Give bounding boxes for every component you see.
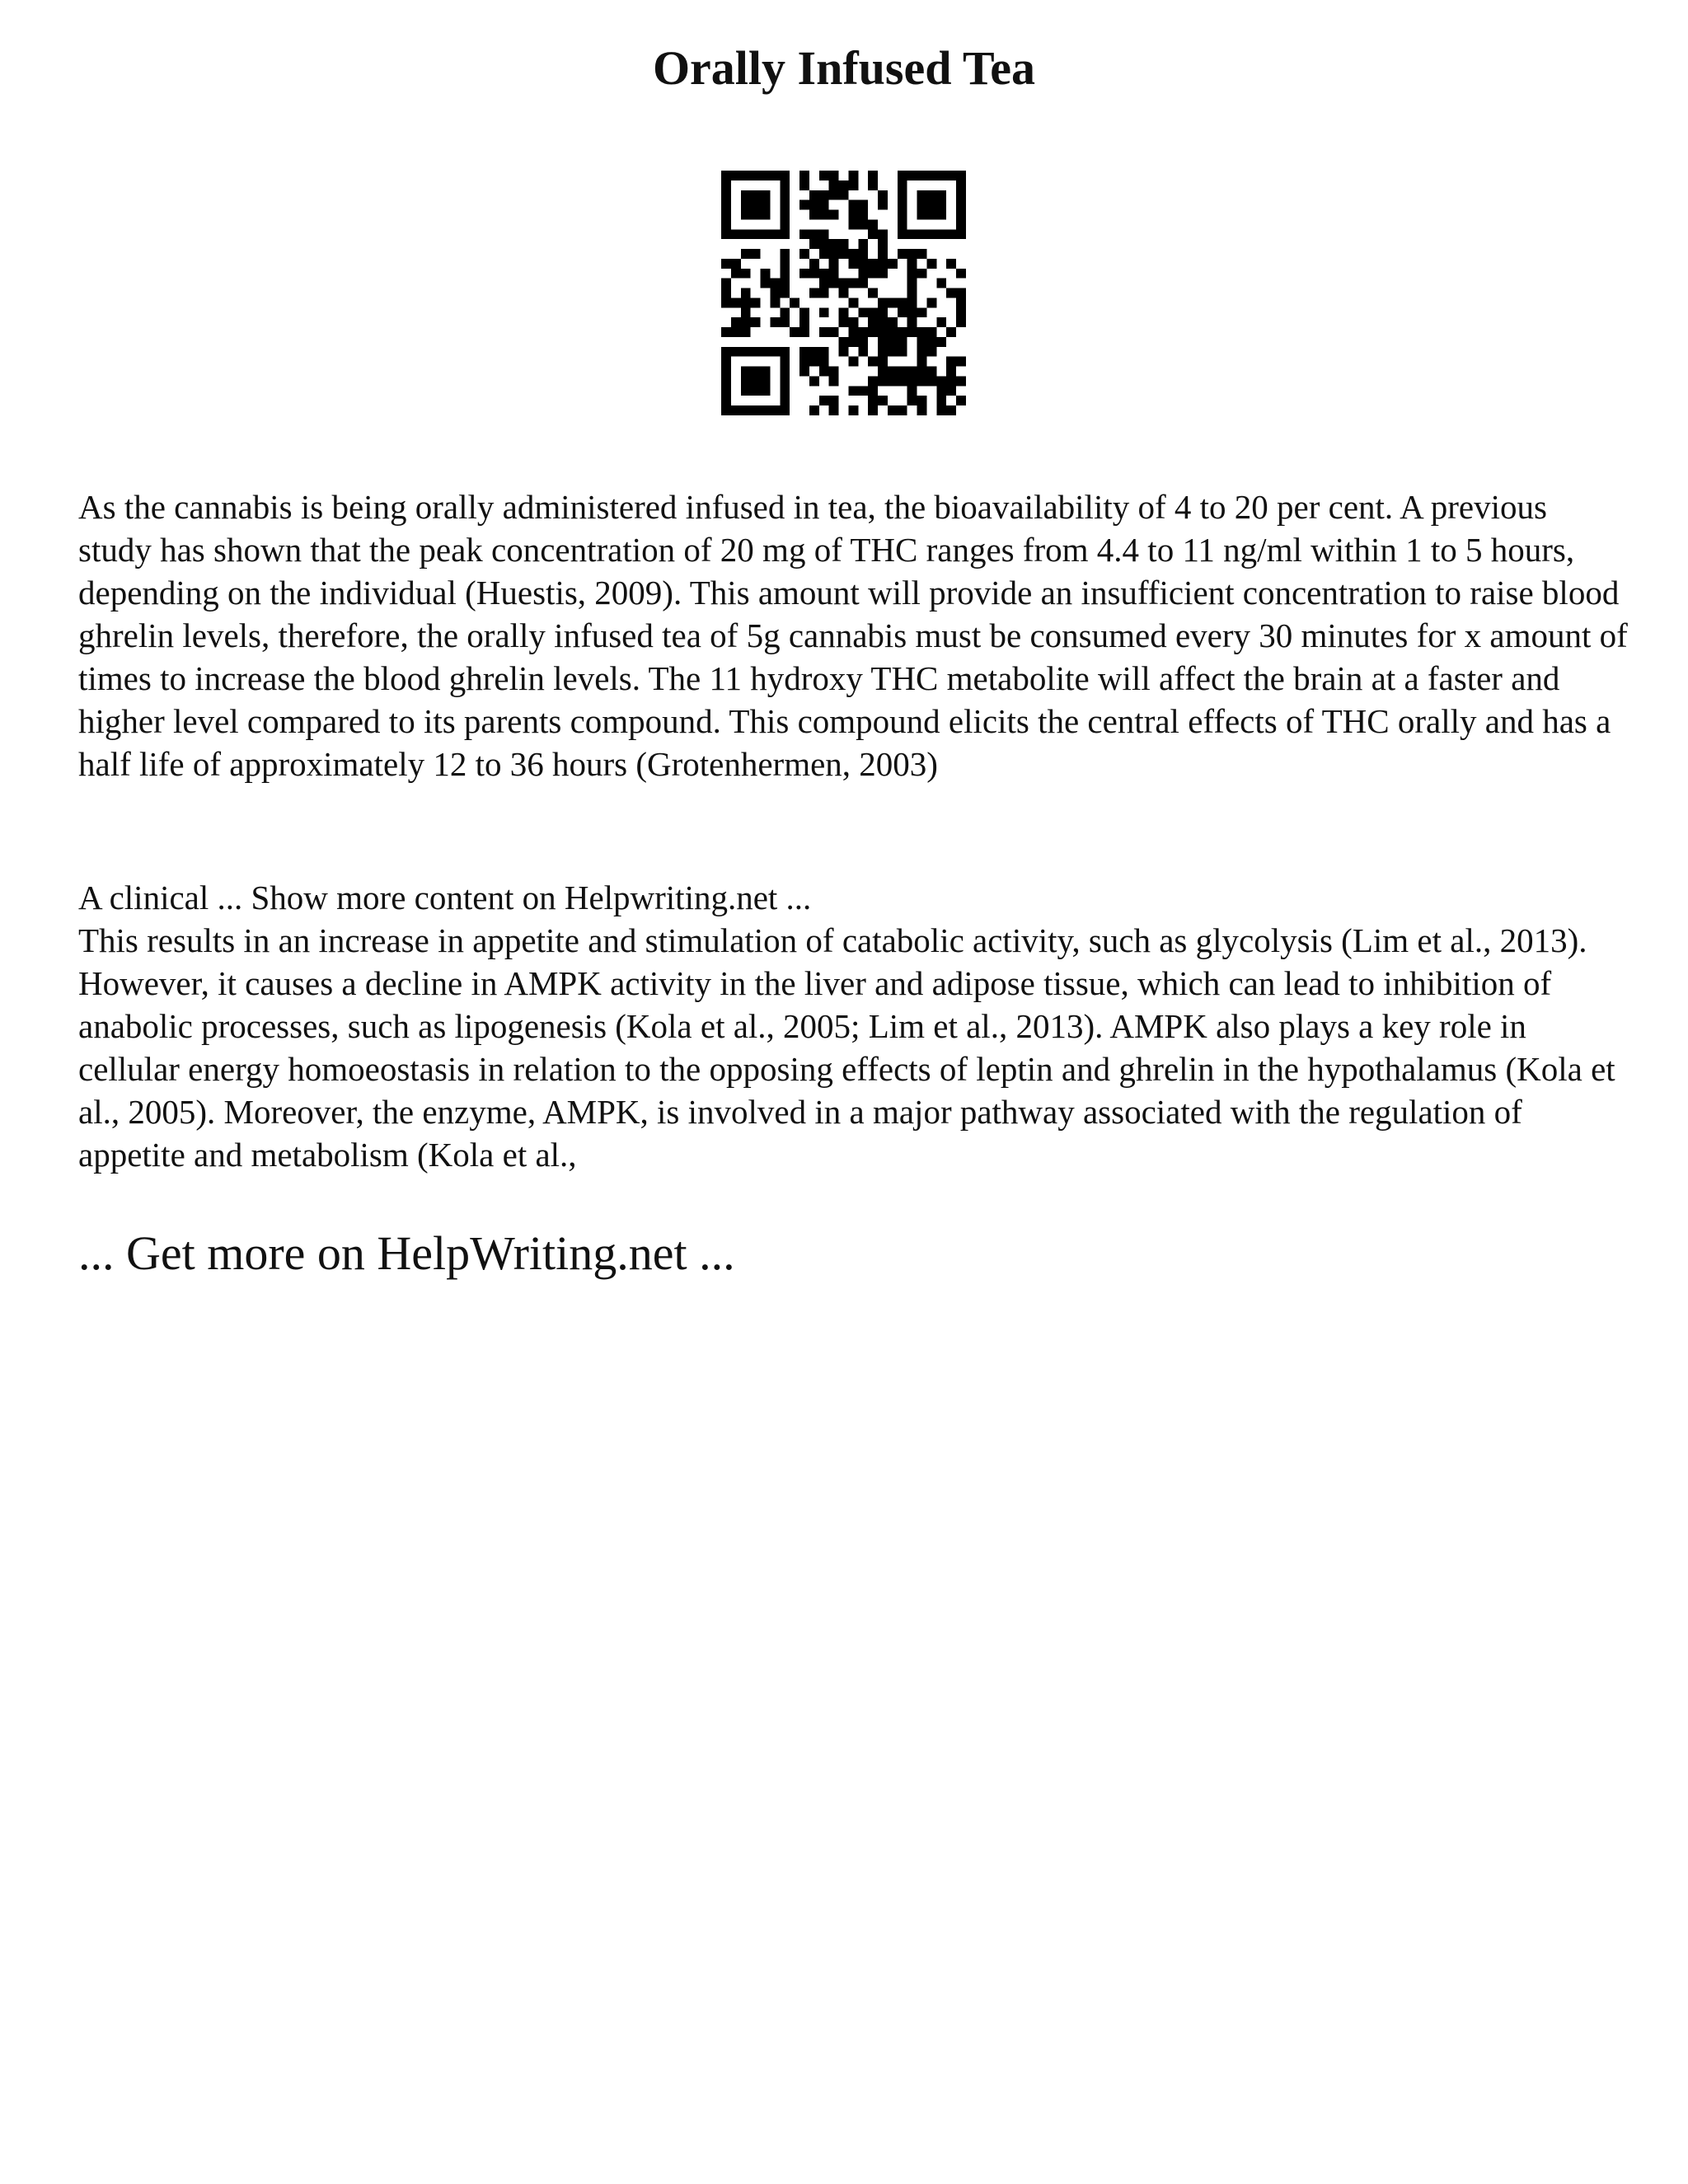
get-more-link[interactable]: ... Get more on HelpWriting.net ... [78, 1226, 735, 1280]
qr-code-icon[interactable] [721, 171, 966, 415]
page-title: Orally Infused Tea [652, 41, 1036, 95]
paragraph-text: This results in an increase in appetite and stimulation of catabolic activity, such as glycolysis (Lim et al., 2013). However, it causes a decline in AMPK activity in the liver and adipose tissue, which can lead to inhibition of anabolic processes, such as lipogenesis (Kola et al., 2005; Lim et al., 2013). AMPK also plays a key role in cellular energy homoeostasis in relation to the opposing effects of leptin and ghrelin in the hypothalamus (Kola et al., 2005). Moreover, the enzyme, AMPK, is involved in a major pathway associated with the regulation of appetite and metabolism (Kola et al., [78, 921, 1615, 1174]
show-more-link[interactable]: A clinical ... Show more content on Helpwriting.net ... [78, 879, 812, 916]
body-paragraph: As the cannabis is being orally administered infused in tea, the bioavailability of 4 to 20 per cent. A previous study has shown that the peak concentration of 20 mg of THC ranges from 4.4 to 11 ng/ml within 1 to 5 hours, depending on the individual (Huestis, 2009). This amount will provide an insufficient concentration to raise blood ghrelin levels, therefore, the orally infused tea of 5g cannabis must be consumed every 30 minutes for x amount of times to increase the blood ghrelin levels. The 11 hydroxy THC metabolite will affect the brain at a faster and higher level compared to its parents compound. This compound elicits the central effects of THC orally and has a half life of approximately 12 to 36 hours (Grotenhermen, 2003) [78, 488, 1628, 783]
body-paragraph-continued [78, 876, 1628, 1176]
